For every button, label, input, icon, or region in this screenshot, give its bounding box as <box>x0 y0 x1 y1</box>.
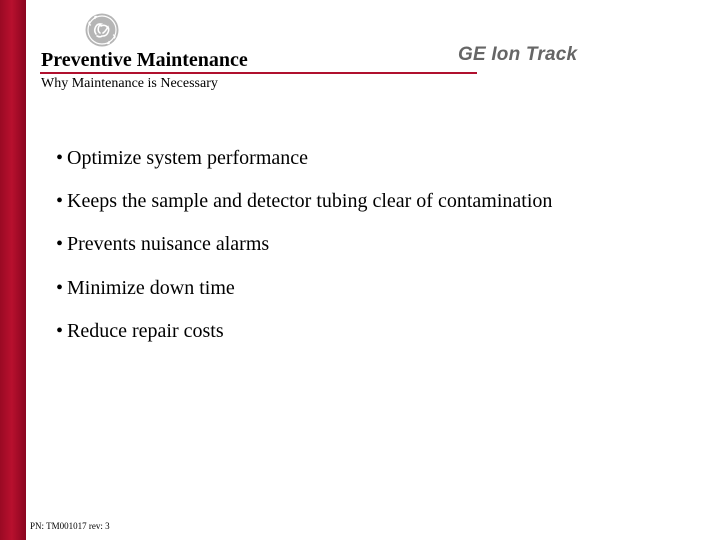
brand-wordmark: GE Ion Track <box>458 44 578 65</box>
left-accent-bar <box>0 0 26 540</box>
bullet-item <box>56 230 552 273</box>
bullet-text: Optimize system performance <box>67 147 309 169</box>
bullet-marker: • <box>56 319 64 342</box>
bullet-marker: • <box>56 147 64 169</box>
bullet-item <box>56 274 552 317</box>
bullet-text: Minimize down time <box>67 276 235 299</box>
page-subtitle: Why Maintenance is Necessary <box>41 76 218 91</box>
footer-part-number: PN: TM001017 rev: 3 <box>30 521 110 531</box>
title-underline <box>40 72 477 74</box>
bullet-item <box>56 144 552 187</box>
bullet-item <box>56 317 552 360</box>
bullet-marker: • <box>56 276 64 299</box>
bullet-text: Prevents nuisance alarms <box>67 233 270 256</box>
ge-logo-icon <box>84 12 120 48</box>
bullet-item <box>56 187 552 230</box>
page-title: Preventive Maintenance <box>41 49 248 71</box>
bullet-text: Keeps the sample and detector tubing clear of contamination <box>67 190 553 213</box>
bullet-marker: • <box>56 190 64 213</box>
bullet-text: Reduce repair costs <box>67 319 224 342</box>
bullet-marker: • <box>56 233 64 256</box>
bullet-list <box>56 144 552 360</box>
